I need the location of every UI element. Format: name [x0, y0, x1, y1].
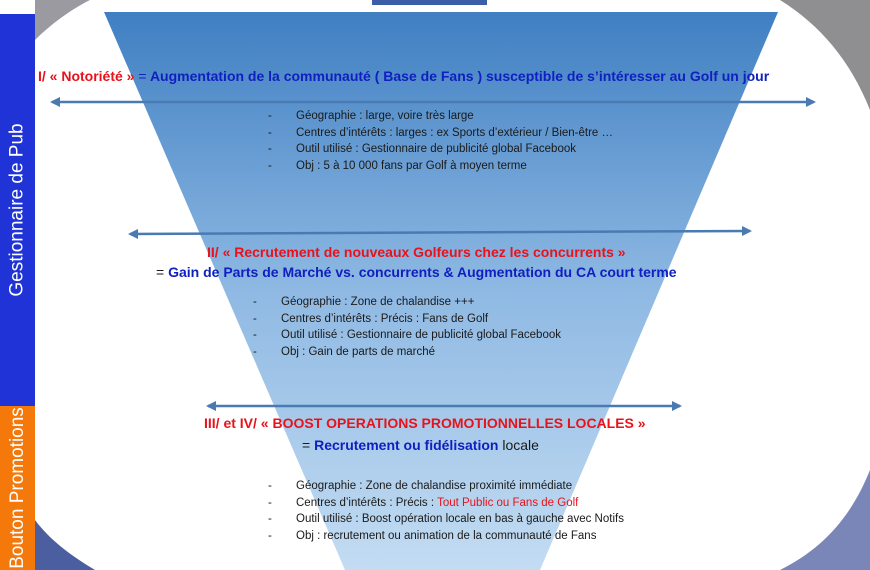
sidebar-promo-label: Bouton Promotions	[6, 407, 28, 569]
interest-highlight: Tout Public ou Fans de Golf	[437, 496, 579, 509]
list-item: - Outil utilisé : Gestionnaire de publicité global Facebook	[268, 143, 576, 155]
section2-quote: « Recrutement de nouveaux Golfeurs chez les concurrents »	[222, 244, 626, 260]
section1-eq: =	[138, 68, 147, 84]
section3-heading	[204, 415, 646, 431]
corner-bottom-right	[780, 470, 870, 570]
list-item: - Géographie : Zone de chalandise proximité immédiate	[268, 480, 573, 492]
corner-top-left	[35, 0, 90, 40]
section2-subheading	[156, 264, 677, 280]
list-item: - Centres d’intérêts : Précis : Tout Public ou Fans de Golf	[268, 496, 579, 509]
section1-heading	[38, 68, 769, 84]
section1-prefix: I/	[38, 68, 46, 84]
list-item: - Centres d’intérêts : larges : ex Sports d’extérieur / Bien-être …	[268, 126, 614, 139]
sidebar-pub	[0, 14, 35, 406]
section1-desc: Augmentation de la communauté ( Base de Fans ) susceptible de s’intéresser au Golf un jour	[149, 68, 770, 84]
sidebar-promo	[0, 406, 35, 570]
list-item: - Outil utilisé : Boost opération locale en bas à gauche avec Notifs	[268, 513, 624, 525]
section2-bullets	[253, 294, 561, 360]
list-item: - Centres d’intérêts : Précis : Fans de Golf	[253, 312, 489, 325]
section3-desc-plain: locale	[502, 437, 539, 453]
corner-top-right	[780, 0, 870, 110]
section2-desc: Gain de Parts de Marché vs. concurrents & Augmentation du CA court terme	[168, 264, 677, 280]
corner-bottom-left	[35, 520, 95, 570]
section3-subheading	[302, 437, 539, 453]
section1-quote: « Notoriété »	[49, 68, 135, 84]
list-item: - Obj : Gain de parts de marché	[253, 345, 436, 358]
list-item: - Obj : recrutement ou animation de la communauté de Fans	[268, 529, 597, 542]
section3-quote: « BOOST OPERATIONS PROMOTIONNELLES LOCALES »	[260, 415, 646, 431]
section3-eq: =	[302, 437, 311, 453]
section2-prefix: II/	[207, 244, 219, 260]
list-item: - Outil utilisé : Gestionnaire de publicité global Facebook	[253, 329, 561, 341]
section1-bullets	[268, 108, 613, 174]
list-item: - Obj : 5 à 10 000 fans par Golf à moyen terme	[268, 159, 527, 172]
list-item: - Géographie : Zone de chalandise +++	[253, 296, 475, 308]
top-box	[372, 0, 487, 5]
section2-eq: =	[156, 264, 165, 280]
list-item: - Géographie : large, voire très large	[268, 110, 474, 122]
section3-prefix: III/ et IV/	[204, 415, 257, 431]
section3-bullets	[268, 478, 624, 544]
sidebar-pub-label: Gestionnaire de Pub	[6, 123, 28, 297]
section3-desc-bold: Recrutement ou fidélisation	[314, 437, 499, 453]
section2-heading	[207, 244, 626, 260]
